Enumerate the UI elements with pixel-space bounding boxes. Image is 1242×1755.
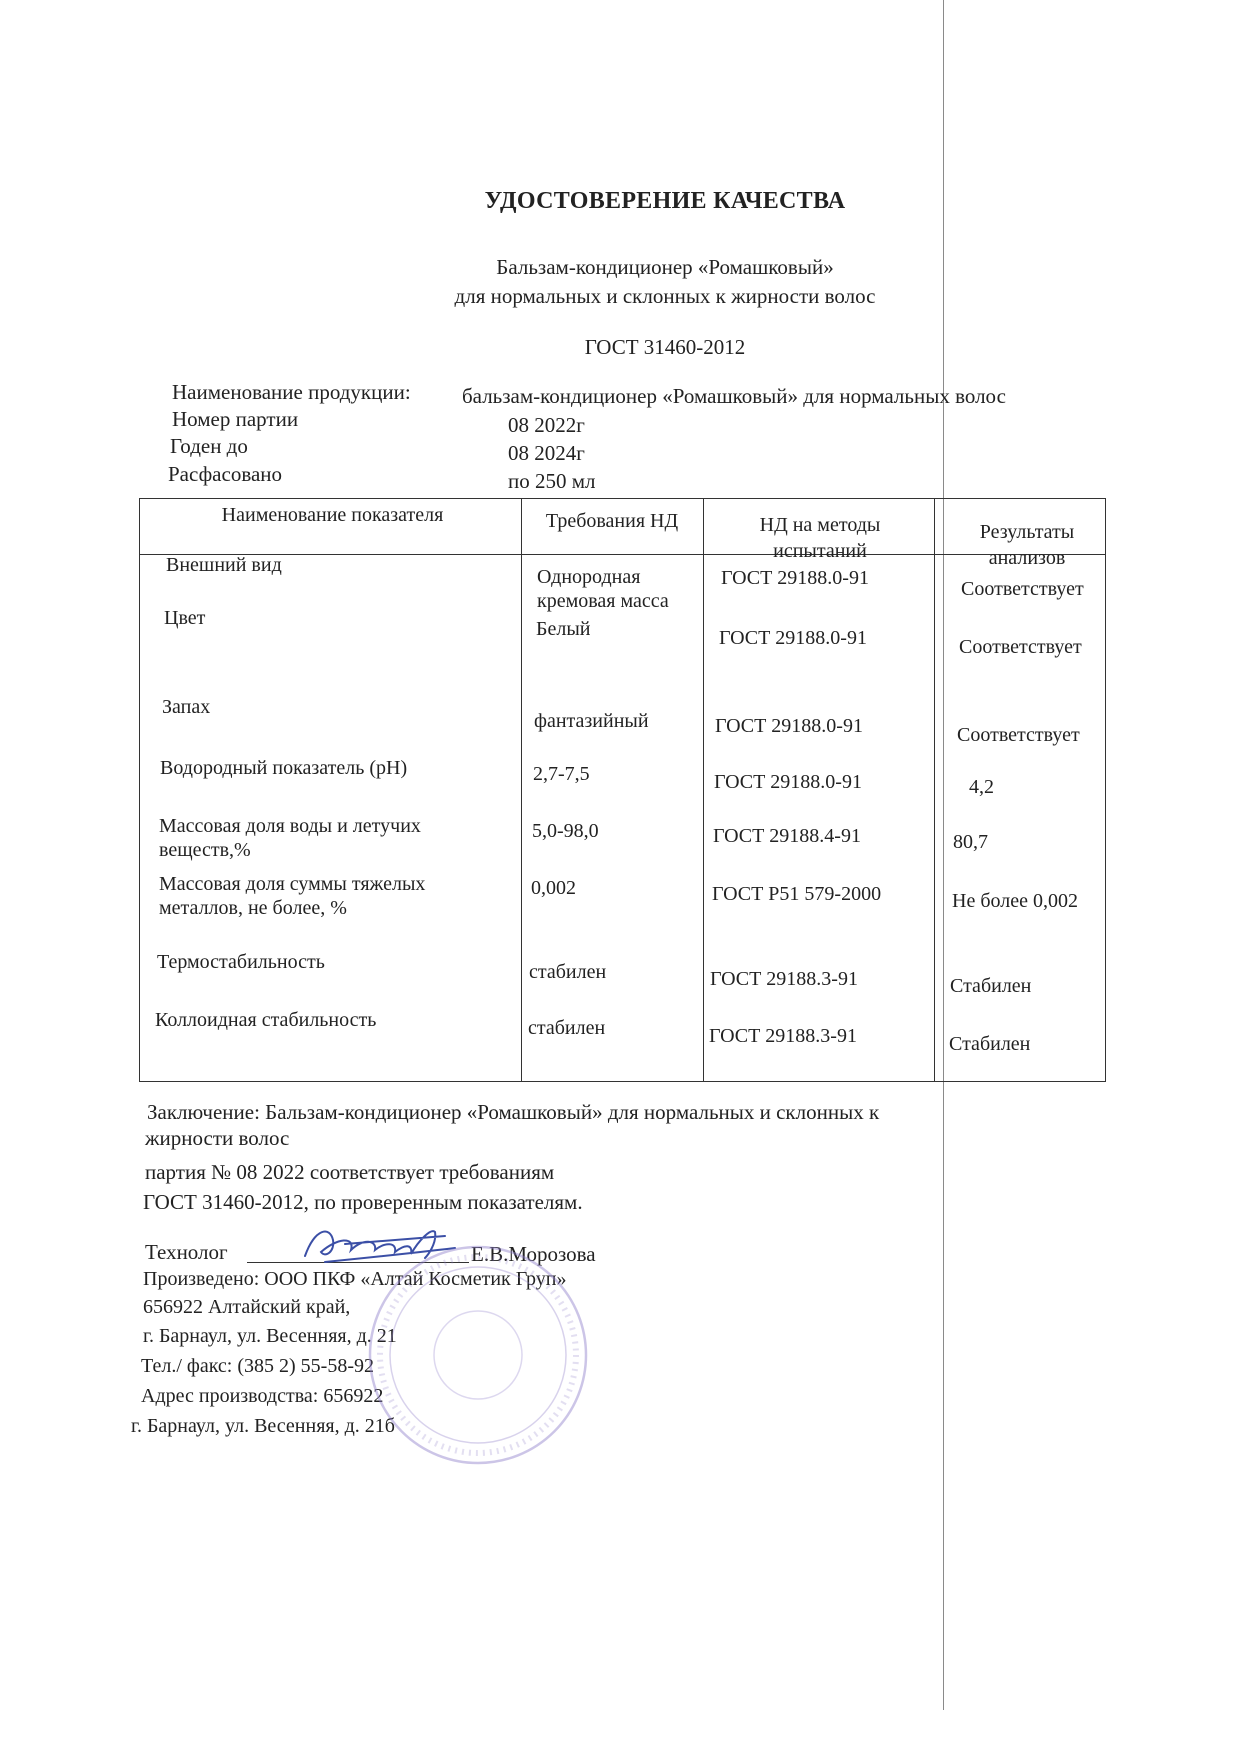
- row-result: 80,7: [953, 831, 988, 853]
- product-subtitle-line2: для нормальных и склонных к жирности волос: [454, 284, 876, 308]
- row-method: ГОСТ 29188.0-91: [719, 627, 867, 649]
- row-requirement: 5,0-98,0: [532, 820, 599, 842]
- product-name-label: Наименование продукции:: [172, 380, 411, 404]
- row-requirement: 0,002: [531, 877, 576, 899]
- row-result: Стабилен: [949, 1033, 1031, 1055]
- row-name: Запах: [162, 696, 211, 718]
- product-subtitle-line1: Бальзам-кондиционер «Ромашковый»: [496, 255, 834, 279]
- table-divider: [703, 499, 704, 1081]
- row-result: Стабилен: [950, 975, 1032, 997]
- row-name: Массовая доля суммы тяжелых металлов, не более, %: [159, 873, 426, 919]
- row-method: ГОСТ 29188.3-91: [709, 1025, 857, 1047]
- row-name: Коллоидная стабильность: [155, 1009, 377, 1031]
- header-results: Результаты анализов: [979, 521, 1075, 569]
- phone: Тел./ факс: (385 2) 55-58-92: [141, 1355, 374, 1377]
- technologist-label: Технолог: [145, 1240, 228, 1264]
- row-method: ГОСТ 29188.4-91: [713, 825, 861, 847]
- header-indicator: Наименование показателя: [221, 504, 444, 526]
- document-title: УДОСТОВЕРЕНИЕ КАЧЕСТВА: [484, 188, 846, 214]
- row-requirement: 2,7-7,5: [533, 763, 590, 785]
- production-address-line1: Адрес производства: 656922: [141, 1385, 384, 1407]
- production-address-line2: г. Барнаул, ул. Весенняя, д. 21б: [131, 1415, 395, 1437]
- row-method: ГОСТ Р51 579-2000: [712, 883, 882, 905]
- batch-label: Номер партии: [172, 407, 299, 431]
- standard-number: ГОСТ 31460-2012: [584, 335, 746, 359]
- address-line1: 656922 Алтайский край,: [143, 1296, 351, 1318]
- packed-value: по 250 мл: [508, 469, 596, 493]
- conclusion-line3: партия № 08 2022 соответствует требованиям: [145, 1160, 555, 1184]
- row-requirement: Белый: [536, 618, 591, 640]
- producer: Произведено: ООО ПКФ «Алтай Косметик Груп»: [143, 1268, 567, 1290]
- row-result: Соответствует: [957, 724, 1080, 746]
- row-method: ГОСТ 29188.0-91: [715, 715, 863, 737]
- packed-label: Расфасовано: [168, 462, 283, 486]
- row-requirement: фантазийный: [534, 710, 649, 732]
- row-method: ГОСТ 29188.0-91: [714, 771, 862, 793]
- row-name: Массовая доля воды и летучих веществ,%: [159, 815, 421, 861]
- row-requirement: стабилен: [528, 1017, 606, 1039]
- row-name: Внешний вид: [166, 554, 282, 576]
- row-requirement: стабилен: [529, 961, 607, 983]
- row-result: 4,2: [969, 776, 994, 798]
- quality-table: [139, 498, 1106, 1082]
- header-test-methods: НД на методы испытаний: [759, 514, 881, 562]
- conclusion-line4: ГОСТ 31460-2012, по проверенным показателям.: [143, 1190, 583, 1214]
- row-requirement: Однородная кремовая масса: [537, 566, 669, 612]
- row-result: Соответствует: [959, 636, 1082, 658]
- row-name: Водородный показатель (pH): [160, 757, 408, 779]
- row-result: Соответствует: [961, 578, 1084, 600]
- row-result: Не более 0,002: [952, 890, 1078, 912]
- conclusion-line1: Заключение: Бальзам-кондиционер «Ромашковый» для нормальных и склонных к: [147, 1100, 880, 1124]
- row-method: ГОСТ 29188.0-91: [721, 567, 869, 589]
- row-name: Цвет: [164, 607, 206, 629]
- conclusion-line2: жирности волос: [145, 1126, 290, 1150]
- address-line2: г. Барнаул, ул. Весенняя, д. 21: [143, 1325, 397, 1347]
- stamp-icon: [363, 1240, 593, 1470]
- product-name-value: бальзам-кондиционер «Ромашковый» для нормальных волос: [462, 384, 1006, 408]
- row-method: ГОСТ 29188.3-91: [710, 968, 858, 990]
- batch-value: 08 2022г: [508, 413, 585, 437]
- row-name: Термостабильность: [157, 951, 325, 973]
- table-divider: [934, 499, 935, 1081]
- table-divider: [521, 499, 522, 1081]
- expiry-label: Годен до: [170, 434, 248, 458]
- technologist-name: Е.В.Морозова: [471, 1242, 596, 1266]
- header-requirements: Требования НД: [545, 510, 679, 532]
- expiry-value: 08 2024г: [508, 441, 585, 465]
